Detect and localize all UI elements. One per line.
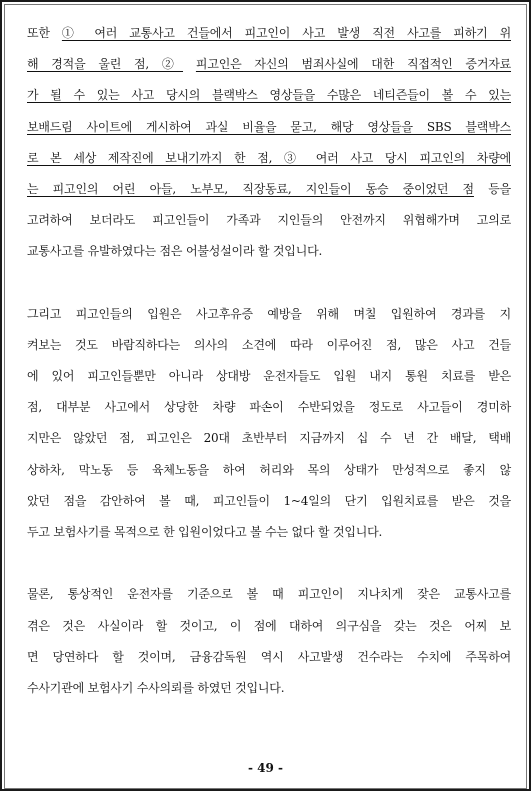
text-line bbox=[27, 80, 511, 111]
page-inner-border bbox=[4, 4, 527, 789]
text-line bbox=[27, 49, 511, 80]
text-segment: 겪은 것은 사실이라 할 것이고, 이 점에 대하여 의구심을 갖는 것은 어찌 보 bbox=[27, 618, 511, 633]
underlined-text: 보배드림 사이트에 게시하여 과실 비율을 묻고, 해당 영상들을 SBS 블랙박스 bbox=[27, 119, 511, 134]
text-segment: 에 있어 피고인들뿐만 아니라 상대방 운전자들도 입원 내지 통원 치료를 받은 bbox=[27, 369, 511, 384]
paragraph bbox=[27, 579, 511, 704]
text-line bbox=[27, 18, 511, 49]
text-line bbox=[27, 611, 511, 642]
text-segment: 지만은 않았던 점, 피고인은 20대 초반부터 지금까지 십 수 년 간 배달, 택배 bbox=[27, 431, 511, 446]
text-line bbox=[27, 330, 511, 361]
text-segment bbox=[183, 57, 196, 71]
text-line bbox=[27, 205, 511, 236]
text-line bbox=[27, 455, 511, 486]
text-line bbox=[27, 517, 511, 548]
text-segment: 그리고 피고인들의 입원은 사고후유증 예방을 위해 며칠 입원하여 경과를 지 bbox=[27, 306, 511, 321]
text-segment: 점, 대부분 사고에서 상당한 차량 파손이 수반되었을 정도로 사고들이 경미하 bbox=[27, 400, 511, 415]
text-segment: 고려하여 보더라도 피고인들이 가족과 지인들의 안전까지 위협해가며 고의로 bbox=[27, 213, 511, 228]
text-segment: 또한 bbox=[27, 26, 62, 40]
text-segment: 수사기관에 보험사기 수사의뢰를 하였던 것입니다. bbox=[27, 680, 285, 695]
paragraph-gap bbox=[27, 268, 511, 299]
text-segment: 면 당연하다 할 것이며, 금융감독원 역시 사고발생 건수라는 수치에 주목하여 bbox=[27, 649, 511, 664]
underlined-text: ① 여러 교통사고 건들에서 피고인이 사고 발생 직전 사고를 피하기 위 bbox=[61, 26, 511, 40]
text-line bbox=[27, 486, 511, 517]
text-line bbox=[27, 112, 511, 143]
paragraph bbox=[27, 18, 511, 268]
text-line bbox=[27, 143, 511, 174]
text-line bbox=[27, 236, 511, 267]
underlined-text: 해 경적을 울린 점, ② bbox=[27, 57, 184, 72]
text-line bbox=[27, 392, 511, 423]
text-line bbox=[27, 642, 511, 673]
text-segment: 켜보는 것도 바람직하다는 의사의 소견에 따라 이루어진 점, 많은 사고 건들 bbox=[27, 337, 511, 352]
underlined-text: 는 피고인의 어린 아들, 노부모, 직장동료, 지인들이 동승 중이었던 점 bbox=[27, 181, 474, 196]
text-line bbox=[27, 174, 511, 205]
underlined-text: 피고인은 자신의 범죄사실에 대한 직접적인 증거자료 bbox=[195, 57, 512, 72]
paragraph bbox=[27, 299, 511, 549]
text-segment: 등을 bbox=[473, 181, 511, 196]
underlined-text: 가 될 수 있는 사고 당시의 블랙박스 영상들을 수많은 네티즌들이 볼 수 있는 bbox=[27, 88, 511, 103]
text-line bbox=[27, 579, 511, 610]
text-segment: 물론, 통상적인 운전자를 기준으로 볼 때 피고인이 지나치게 잦은 교통사고를 bbox=[27, 587, 511, 602]
paragraph-gap bbox=[27, 548, 511, 579]
text-line bbox=[27, 299, 511, 330]
text-line bbox=[27, 423, 511, 454]
text-segment: 았던 점을 감안하여 볼 때, 피고인들이 1~4일의 단기 입원치료를 받은 것을 bbox=[27, 493, 511, 508]
text-line bbox=[27, 673, 511, 704]
text-segment: 상하차, 막노동 등 육체노동을 하여 허리와 목의 상태가 만성적으로 좋지 않 bbox=[27, 462, 511, 477]
text-segment: 교통사고를 유발하였다는 점은 어불성설이라 할 것입니다. bbox=[27, 244, 323, 259]
page-number: - 49 - bbox=[247, 761, 283, 775]
text-segment: 두고 보험사기를 목적으로 한 입원이었다고 볼 수는 없다 할 것입니다. bbox=[27, 525, 383, 539]
document-body bbox=[27, 18, 511, 704]
text-line bbox=[27, 361, 511, 392]
underlined-text: 로 본 세상 제작진에 보내기까지 한 점, ③ 여러 사고 당시 피고인의 차량에 bbox=[27, 150, 511, 165]
